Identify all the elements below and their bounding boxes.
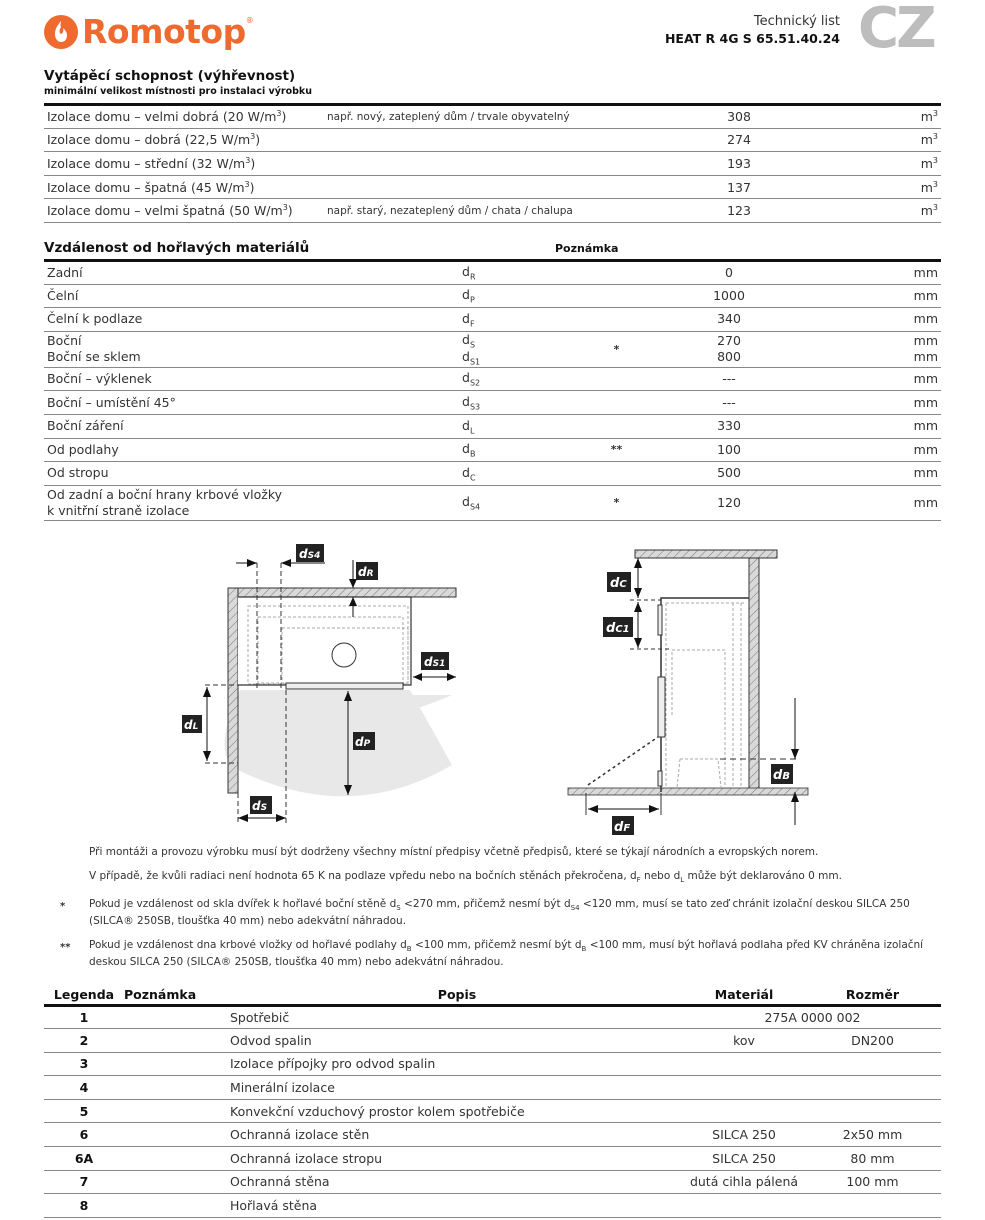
legend-id: 2 xyxy=(44,1029,124,1053)
legend-description: Ochranná izolace stropu xyxy=(226,1147,684,1171)
distance-note: * xyxy=(574,485,659,520)
legend-note xyxy=(124,1076,226,1100)
distance-unit: mm xyxy=(799,414,941,438)
note-column-header: Poznámka xyxy=(555,242,619,255)
double-asterisk-mark: ** xyxy=(60,942,71,954)
distance-symbol: $d_C$ xyxy=(459,462,574,486)
distance-label: Boční záření xyxy=(44,414,459,438)
distance-symbol: $d_B$ xyxy=(459,438,574,462)
svg-text:dS: dS xyxy=(252,799,268,813)
heating-section-title: Vytápěcí schopnost (výhřevnost) xyxy=(44,68,296,84)
legend-dimension: 80 mm xyxy=(804,1147,941,1171)
distance-row xyxy=(44,438,941,462)
distance-label: Boční Boční se sklem xyxy=(44,331,459,367)
model-code: HEAT R 4G S 65.51.40.24 xyxy=(664,31,840,46)
distance-symbol: $d_S$ $d_{S1}$ xyxy=(459,331,574,367)
distance-symbol: $d_F$ xyxy=(459,308,574,332)
legend-header: Legenda xyxy=(44,985,124,1005)
distance-row xyxy=(44,284,941,308)
svg-text:dB: dB xyxy=(773,768,790,783)
legend-dimension: 100 mm xyxy=(804,1170,941,1194)
legend-row xyxy=(44,1029,941,1053)
description-header: Popis xyxy=(226,985,684,1005)
room-volume: 137 xyxy=(654,175,824,199)
distance-value: 100 xyxy=(659,438,799,462)
room-volume: 193 xyxy=(654,152,824,176)
legend-description: Hořlavá stěna xyxy=(226,1194,684,1218)
language-code: CZ xyxy=(858,0,934,61)
legend-row xyxy=(44,1076,941,1100)
room-volume: 123 xyxy=(654,199,824,223)
svg-text:dF: dF xyxy=(614,820,631,835)
legend-row xyxy=(44,1170,941,1194)
legend-description: Ochranná izolace stěn xyxy=(226,1123,684,1147)
legend-material xyxy=(684,1052,804,1076)
legend-material: SILCA 250 xyxy=(684,1147,804,1171)
legend-id: 6 xyxy=(44,1123,124,1147)
registered-mark: ® xyxy=(245,16,254,25)
distance-note xyxy=(574,261,659,285)
legend-dimension xyxy=(804,1076,941,1100)
distance-unit: mm xyxy=(799,367,941,391)
legend-material xyxy=(684,1076,804,1100)
distance-row xyxy=(44,485,941,520)
svg-text:dL: dL xyxy=(184,718,199,732)
distance-note xyxy=(574,367,659,391)
distance-row xyxy=(44,391,941,415)
distance-unit: mm xyxy=(799,462,941,486)
house-example xyxy=(324,128,654,152)
distance-value: 330 xyxy=(659,414,799,438)
legend-row xyxy=(44,1194,941,1218)
distance-unit: mm xyxy=(799,261,941,285)
note-regulations: Při montáži a provozu výrobku musí být dodrženy všechny místní předpisy včetně předpisů, které se týkají národních a evropských norem. xyxy=(89,846,819,858)
legend-description: Izolace přípojky pro odvod spalin xyxy=(226,1052,684,1076)
distance-note xyxy=(574,391,659,415)
heating-row xyxy=(44,152,941,176)
distance-section-title: Vzdálenost od hořlavých materiálů xyxy=(44,240,310,256)
distance-note xyxy=(574,284,659,308)
distance-value: 500 xyxy=(659,462,799,486)
room-volume: 308 xyxy=(654,105,824,129)
legend-material xyxy=(684,1194,804,1218)
distance-label: Od podlahy xyxy=(44,438,459,462)
note-header: Poznámka xyxy=(124,985,226,1005)
svg-text:dC1: dC1 xyxy=(606,621,630,636)
distance-note xyxy=(574,414,659,438)
distance-symbol: $d_{S4}$ xyxy=(459,485,574,520)
legend-material xyxy=(684,1099,804,1123)
distance-note xyxy=(574,462,659,486)
distance-unit: mm xyxy=(799,391,941,415)
distance-value: 120 xyxy=(659,485,799,520)
legend-note xyxy=(124,1005,226,1029)
distance-table xyxy=(44,259,941,521)
insulation-level: Izolace domu – velmi dobrá (20 $W/m^3$) xyxy=(44,105,324,129)
legend-material: dutá cihla pálená xyxy=(684,1170,804,1194)
distance-unit: mm xyxy=(799,438,941,462)
distance-unit: mm xyxy=(799,284,941,308)
legend-note xyxy=(124,1052,226,1076)
legend-id: 4 xyxy=(44,1076,124,1100)
flame-icon xyxy=(44,15,78,49)
distance-unit: mm xyxy=(799,485,941,520)
distance-label: Od stropu xyxy=(44,462,459,486)
house-example xyxy=(324,175,654,199)
insulation-level: Izolace domu – špatná (45 $W/m^3$) xyxy=(44,175,324,199)
legend-dimension xyxy=(804,1099,941,1123)
house-example xyxy=(324,152,654,176)
volume-unit: $m^3$ xyxy=(824,128,941,152)
distance-label: Čelní k podlaze xyxy=(44,308,459,332)
brand-name: Romotop xyxy=(82,12,246,51)
heating-row xyxy=(44,175,941,199)
room-volume: 274 xyxy=(654,128,824,152)
legend-id: 3 xyxy=(44,1052,124,1076)
legend-note xyxy=(124,1147,226,1171)
legend-description: Konvekční vzduchový prostor kolem spotřebiče xyxy=(226,1099,684,1123)
legend-id: 6A xyxy=(44,1147,124,1171)
heating-table xyxy=(44,103,941,223)
legend-note xyxy=(124,1099,226,1123)
legend-table xyxy=(44,985,941,1218)
legend-material: 275A 0000 002 xyxy=(684,1005,941,1029)
legend-row xyxy=(44,1123,941,1147)
distance-row xyxy=(44,367,941,391)
top-view-diagram xyxy=(170,535,470,835)
legend-id: 8 xyxy=(44,1194,124,1218)
svg-text:dS1: dS1 xyxy=(424,655,446,669)
legend-dimension xyxy=(804,1194,941,1218)
volume-unit: $m^3$ xyxy=(824,199,941,223)
legend-dimension: 2x50 mm xyxy=(804,1123,941,1147)
legend-description: Odvod spalin xyxy=(226,1029,684,1053)
note-floor: ** Pokud je vzdálenost dna krbové vložky od hořlavé podlahy $d_B <100$ mm, přičemž nesmí být $d_B <100$ mm, musí být hořlavá podlaha před KV chráněna izolační deskou SILCA 250 (SILCA® 250SB, tloušťka 40 mm) nebo adekvátní náhradou. xyxy=(60,939,924,969)
distance-note: * xyxy=(574,331,659,367)
distance-row xyxy=(44,414,941,438)
material-header: Materiál xyxy=(684,985,804,1005)
distance-label: Boční – umístění 45° xyxy=(44,391,459,415)
distance-note: ** xyxy=(574,438,659,462)
distance-label: Čelní xyxy=(44,284,459,308)
legend-note xyxy=(124,1194,226,1218)
house-example: např. nový, zateplený dům / trvale obyvatelný xyxy=(324,105,654,129)
distance-unit: mm mm xyxy=(799,331,941,367)
distance-symbol: $d_P$ xyxy=(459,284,574,308)
document-header xyxy=(665,13,840,47)
legend-note xyxy=(124,1170,226,1194)
dimension-header: Rozměr xyxy=(804,985,941,1005)
distance-unit: mm xyxy=(799,308,941,332)
note-side-wall: * Pokud je vzdálenost od skla dvířek k hořlavé boční stěně $d_S <270$ mm, přičemž nesmí být $d_{S4} <120$ mm, musí se tato zeď chránit izolační deskou SILCA 250 (SILCA® 250SB, tloušťka 40 mm) nebo adekvátní náhradou. xyxy=(60,898,910,928)
volume-unit: $m^3$ xyxy=(824,105,941,129)
svg-text:dR: dR xyxy=(358,565,374,579)
insulation-level: Izolace domu – dobrá (22,5 $W/m^3$) xyxy=(44,128,324,152)
note-radiation: V případě, že kvůli radiaci není hodnota 65 K na podlaze vpředu nebo na bočních stěnách překročena, $d_F$ nebo $d_L$ může být deklarováno 0 mm. xyxy=(89,870,842,885)
installation-notes xyxy=(60,846,940,980)
ds4-label: S4 xyxy=(307,551,321,561)
distance-value: --- xyxy=(659,367,799,391)
insulation-level: Izolace domu – střední (32 $W/m^3$) xyxy=(44,152,324,176)
asterisk-mark: * xyxy=(60,901,66,913)
legend-id: 7 xyxy=(44,1170,124,1194)
svg-text:dC: dC xyxy=(610,576,627,591)
distance-row xyxy=(44,462,941,486)
document-kind: Technický list xyxy=(753,14,840,29)
distance-row xyxy=(44,308,941,332)
legend-dimension xyxy=(804,1052,941,1076)
distance-symbol: $d_{S2}$ xyxy=(459,367,574,391)
svg-text:dS4: dS4 xyxy=(299,547,321,561)
distance-row xyxy=(44,261,941,285)
volume-unit: $m^3$ xyxy=(824,175,941,199)
distance-symbol: $d_R$ xyxy=(459,261,574,285)
house-example: např. starý, nezateplený dům / chata / chalupa xyxy=(324,199,654,223)
heating-row xyxy=(44,199,941,223)
legend-dimension: DN200 xyxy=(804,1029,941,1053)
side-view-diagram xyxy=(560,535,820,835)
distance-symbol: $d_L$ xyxy=(459,414,574,438)
legend-row xyxy=(44,1005,941,1029)
legend-material: SILCA 250 xyxy=(684,1123,804,1147)
legend-description: Spotřebič xyxy=(226,1005,684,1029)
distance-row xyxy=(44,331,941,367)
heating-row xyxy=(44,105,941,129)
insulation-level: Izolace domu – velmi špatná (50 $W/m^3$) xyxy=(44,199,324,223)
distance-note xyxy=(574,308,659,332)
legend-row xyxy=(44,1099,941,1123)
legend-row xyxy=(44,1052,941,1076)
legend-id: 5 xyxy=(44,1099,124,1123)
legend-description: Ochranná stěna xyxy=(226,1170,684,1194)
heating-section-subtitle: minimální velikost místnosti pro instalaci výrobku xyxy=(44,86,312,97)
distance-value: 340 xyxy=(659,308,799,332)
distance-value: --- xyxy=(659,391,799,415)
distance-value: 270 800 xyxy=(659,331,799,367)
volume-unit: $m^3$ xyxy=(824,152,941,176)
distance-label: Od zadní a boční hrany krbové vložky k vnitřní straně izolace xyxy=(44,485,459,520)
legend-description: Minerální izolace xyxy=(226,1076,684,1100)
legend-material: kov xyxy=(684,1029,804,1053)
legend-row xyxy=(44,1147,941,1171)
distance-symbol: $d_{S3}$ xyxy=(459,391,574,415)
distance-value: 0 xyxy=(659,261,799,285)
distance-value: 1000 xyxy=(659,284,799,308)
legend-note xyxy=(124,1123,226,1147)
svg-text:dP: dP xyxy=(355,735,371,749)
legend-note xyxy=(124,1029,226,1053)
distance-label: Zadní xyxy=(44,261,459,285)
heating-row xyxy=(44,128,941,152)
brand-logo xyxy=(44,12,254,52)
legend-id: 1 xyxy=(44,1005,124,1029)
distance-label: Boční – výklenek xyxy=(44,367,459,391)
